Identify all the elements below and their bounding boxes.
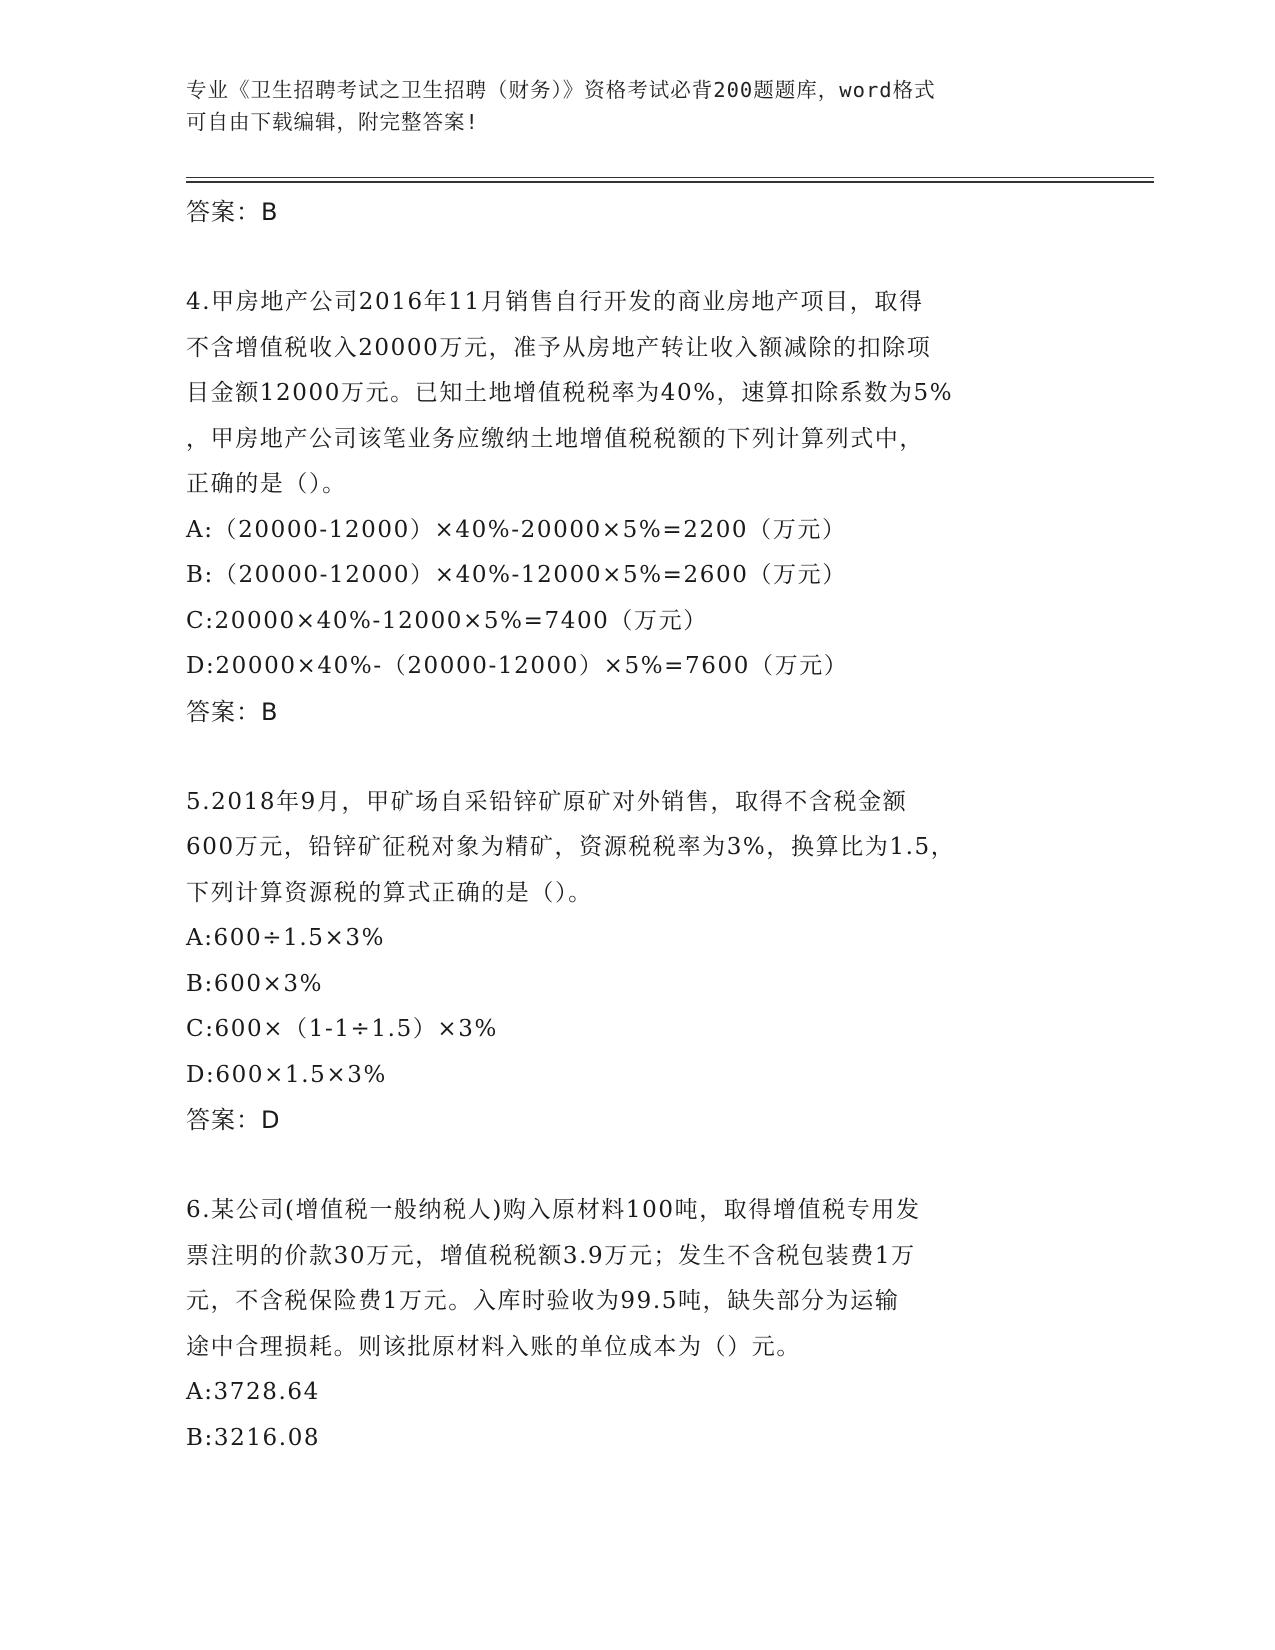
page-content: [186, 190, 1086, 1461]
answer-previous-question: 答案：B: [186, 198, 279, 226]
question-4-stem-line: 不含增值税收入20000万元，准予从房地产转让收入额减除的扣除项: [186, 334, 932, 361]
question-4-stem-line: 正确的是（）。: [186, 471, 347, 497]
question-6-stem-line: 6.某公司(增值税一般纳税人)购入原材料100吨，取得增值税专用发: [186, 1197, 921, 1223]
question-6-option-b: B:3216.08: [186, 1424, 321, 1451]
question-4-answer: 答案：B: [186, 697, 279, 726]
question-4-stem-line: 目金额12000万元。已知土地增值税税率为40%，速算扣除系数为5%: [186, 380, 954, 406]
question-6-stem-line: 途中合理损耗。则该批原材料入账的单位成本为（）元。: [186, 1333, 801, 1360]
spacer: [186, 735, 1086, 780]
question-6: [186, 1188, 1086, 1461]
question-4-option-d: D:20000×40%-（20000-12000）×5%=7600（万元）: [186, 653, 849, 679]
question-5-option-a: A:600÷1.5×3%: [186, 925, 386, 951]
header-line-1: 专业《卫生招聘考试之卫生招聘（财务）》资格考试必背200题题库，word格式: [186, 78, 936, 102]
header-rule-thick: [186, 181, 1154, 183]
question-5-stem-line: 下列计算资源税的算式正确的是（）。: [186, 879, 593, 906]
question-4-stem-line: ，甲房地产公司该笔业务应缴纳土地增值税税额的下列计算列式中，: [186, 425, 924, 452]
spacer: [186, 235, 1086, 280]
spacer: [186, 1143, 1086, 1188]
question-4-stem-line: 4.甲房地产公司2016年11月销售自行开发的商业房地产项目，取得: [186, 289, 924, 315]
question-5: [186, 780, 1086, 1144]
question-4-option-a: A:（20000-12000）×40%-20000×5%=2200（万元）: [186, 516, 847, 543]
question-4: [186, 280, 1086, 735]
question-6-stem-line: 元，不含税保险费1万元。入库时验收为99.5吨，缺失部分为运输: [186, 1288, 900, 1314]
question-5-stem-line: 600万元，铅锌矿征税对象为精矿，资源税税率为3%，换算比为1.5，: [186, 834, 956, 860]
question-5-option-c: C:600×（1-1÷1.5）×3%: [186, 1016, 498, 1042]
header-line-2: 可自由下载编辑，附完整答案!: [186, 110, 479, 134]
question-4-option-c: C:20000×40%-12000×5%=7400（万元）: [186, 607, 708, 634]
question-5-option-d: D:600×1.5×3%: [186, 1061, 387, 1088]
question-6-option-a: A:3728.64: [186, 1379, 320, 1405]
document-header: [186, 74, 1066, 138]
question-5-option-b: B:600×3%: [186, 970, 324, 997]
question-6-stem-line: 票注明的价款30万元，增值税税额3.9万元；发生不含税包装费1万: [186, 1242, 916, 1269]
question-5-answer: 答案：D: [186, 1106, 281, 1134]
question-5-stem-line: 5.2018年9月，甲矿场自采铅锌矿原矿对外销售，取得不含税金额: [186, 788, 908, 815]
header-rule-thin: [186, 177, 1154, 178]
question-4-option-b: B:（20000-12000）×40%-12000×5%=2600（万元）: [186, 562, 847, 588]
